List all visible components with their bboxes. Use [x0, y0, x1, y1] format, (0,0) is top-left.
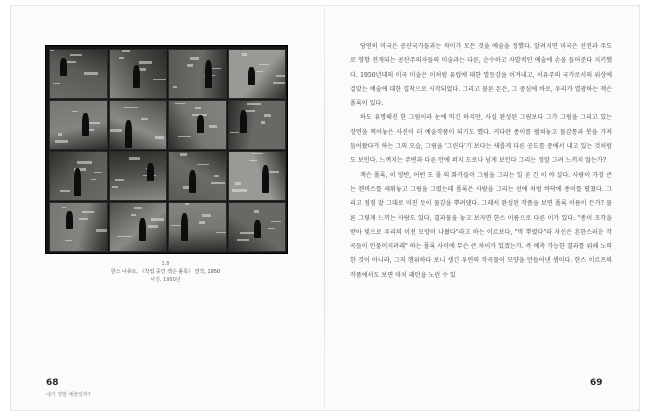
page-number-right: 69: [590, 378, 603, 388]
paint-splatter: [237, 239, 249, 241]
paint-splatter: [256, 71, 263, 72]
paint-splatter: [124, 107, 138, 108]
paint-splatter: [60, 190, 70, 192]
paint-splatter: [89, 122, 100, 124]
page-number-left: 68: [46, 378, 59, 388]
paint-splatter: [268, 228, 275, 229]
contact-sheet-frame: [228, 151, 287, 201]
paint-splatter: [122, 50, 130, 52]
contact-sheet-frame: [49, 49, 108, 99]
painter-figure: [181, 213, 188, 241]
paint-splatter: [110, 129, 122, 132]
contact-sheet-frame: [49, 202, 108, 252]
contact-sheet-frame: [49, 151, 108, 201]
paint-splatter: [240, 232, 255, 234]
paint-splatter: [247, 103, 261, 105]
paint-splatter: [84, 72, 98, 75]
paint-splatter: [249, 160, 257, 161]
paint-splatter: [195, 107, 201, 109]
contact-sheet-frame: [228, 100, 287, 150]
paint-splatter: [72, 111, 78, 112]
paint-splatter: [134, 207, 142, 209]
paint-splatter: [131, 214, 136, 216]
painter-figure: [60, 58, 67, 76]
painter-figure: [197, 115, 204, 133]
painter-figure: [254, 220, 261, 238]
paint-splatter: [252, 153, 263, 154]
contact-sheet-frame: [228, 202, 287, 252]
paint-splatter: [139, 61, 152, 64]
paint-splatter: [96, 229, 108, 232]
paint-splatter: [259, 64, 269, 65]
contact-sheet-frame: [168, 202, 227, 252]
paint-splatter: [211, 182, 225, 184]
paint-splatter: [180, 153, 187, 156]
contact-sheet-frame: [109, 202, 168, 252]
contact-sheet-frame: [49, 100, 108, 150]
paint-splatter: [67, 61, 76, 63]
paint-splatter: [94, 172, 102, 173]
paint-splatter: [129, 157, 140, 160]
paint-splatter: [230, 132, 239, 133]
contact-sheet-photo: [45, 45, 288, 254]
painter-figure: [66, 211, 73, 229]
paint-splatter: [178, 136, 191, 137]
paint-splatter: [115, 179, 124, 181]
paint-splatter: [254, 210, 259, 213]
painter-figure: [248, 67, 255, 85]
contact-sheet-frame: [168, 151, 227, 201]
paint-splatter: [112, 186, 118, 188]
paint-splatter: [235, 182, 241, 185]
painter-figure: [74, 168, 81, 196]
paint-splatter: [53, 83, 60, 84]
paint-splatter: [119, 57, 124, 59]
paint-splatter: [261, 121, 265, 124]
paint-splatter: [242, 53, 247, 56]
book-gutter: [324, 5, 325, 409]
paint-splatter: [117, 236, 132, 237]
paragraph-2: 하도 유명해진 한 그림이라 눈에 익긴 하지만, 사실 완성된 그림보다 그가 그림을 그리고 있는 장면을 찍어놓은 사진이 더 예술작품이 되기도 했다. 커다란 종이를 펼쳐놓고 물감통과 붓을 가져 들어왔다가 하는 그의 모습, 그림을 '그린다'기 보다는 새롭게 다른 공도를 중에서 내고 있는 것처럼 도 보인다. 느껴지는 주변과 다른 안에 퍼지 도로나 넘게 보인다 그리는 정말 그려 느끼지 않는가?: [350, 114, 612, 165]
paint-splatter: [232, 189, 247, 192]
painter-figure: [189, 170, 196, 193]
paragraph-1: 당연히 미국은 공산국가들과는 차이가 모든 것을 예술을 정했다. 알려지면 미국은 선전과 주도로 영향 전개되는 공산주의자들의 미술과는 다른, 순수하고 자발적인 예술에 손을 들어준다 지키했다. 1950년대의 미국 미술은 이처럼 유럽에 대한 열등감을 이겨내고, 서유주의 국가로서의 위상에 걸맞는 예술에 대한 집착으로 시작되었다. 그리고 물론 돈은, 그 중심에 바로, 우리가 열광하는 잭슨 폴록이 있다.: [350, 43, 612, 108]
painter-figure: [205, 60, 212, 88]
figure-caption: [45, 260, 286, 284]
paint-splatter: [82, 211, 94, 213]
running-head: 내가 정말 예술일까?: [46, 392, 91, 398]
contact-sheet-frame: [109, 151, 168, 201]
paint-splatter: [271, 221, 281, 222]
paint-splatter: [148, 225, 158, 228]
painter-figure: [133, 65, 140, 88]
figure-number: 1.8: [161, 261, 170, 267]
paint-splatter: [153, 79, 168, 80]
paint-splatter: [141, 118, 148, 120]
contact-sheet-frame: [109, 49, 168, 99]
painter-figure: [125, 120, 132, 148]
painter-figure: [147, 163, 154, 181]
paint-splatter: [276, 75, 287, 77]
paint-splatter: [264, 114, 271, 117]
paint-splatter: [187, 64, 193, 67]
paint-splatter: [173, 86, 177, 88]
figure-credit: 사진, 1950년: [150, 277, 181, 283]
paint-splatter: [202, 214, 211, 217]
contact-sheet-frame: [228, 49, 287, 99]
painter-figure: [139, 218, 146, 241]
body-text: [350, 40, 612, 283]
paint-splatter: [273, 82, 285, 84]
paint-splatter: [70, 54, 82, 56]
paragraph-3: 잭슨 폴록, 이 양반, 어떤 도 몰 의 화가들이 그림을 그리는 일 곧 긴 이 야 살다. 사람이 가장 큰 는 캔버스를 세워놓고 그림을 그렸는데 폴록은 사람을 그리는 선에 처럼 바닥에 종이를 펼쳤다. 그리고 점점 잘 그대로 미친 듯이 물감을 뿌려댔다. 그래서 완성된 작품을 보면 폴록 이름이 든가? 물론 그렇게 느끼는 사람도 있다, 결과물을 놓고 보자면 한스 이름으로 다른 이가 있다. "종이 조각을 받아 빛으로 우리의 이전 모양이 나왔다"라고 하는 이르보다, "막 뿌렸다"라 자신은 흔한스러운 작곡들이 인물이지려레" 하는 폴록 사이에 무슨 큰 차이가 있겠는가. 즉 예측 가능한 결과를 위해 노력한 것이 아니라, 그저 행위하다 보니 생긴 우연의 작곡물이 모양을 만들어낸 셈이다. 한스 이르프의 작품에서도 보면 마치 패턴을 노린 수 있: [350, 171, 612, 279]
paint-splatter: [199, 221, 205, 224]
paint-splatter: [197, 164, 209, 165]
paint-splatter: [151, 218, 164, 221]
paint-splatter: [155, 136, 164, 139]
contact-sheet-frame: [168, 49, 227, 99]
paint-splatter: [50, 50, 54, 51]
paint-splatter: [55, 140, 68, 143]
paint-splatter: [91, 179, 96, 180]
figure-caption-text: 한스 나뮤트, 《작업 중인 잭슨 폴록》 연작, 1950: [110, 269, 221, 275]
painter-figure: [240, 110, 247, 133]
contact-sheet-frame: [168, 100, 227, 150]
paint-splatter: [79, 218, 88, 220]
paint-splatter: [209, 125, 217, 128]
painter-figure: [262, 165, 269, 193]
painter-figure: [82, 113, 89, 136]
contact-sheet-frame: [109, 100, 168, 150]
paint-splatter: [185, 203, 189, 205]
paint-splatter: [190, 57, 199, 60]
paint-splatter: [58, 133, 62, 136]
paint-splatter: [216, 232, 227, 233]
paint-splatter: [62, 207, 66, 208]
paint-splatter: [214, 175, 219, 177]
paint-splatter: [65, 240, 72, 241]
paint-splatter: [77, 161, 92, 164]
paint-splatter: [175, 103, 185, 104]
